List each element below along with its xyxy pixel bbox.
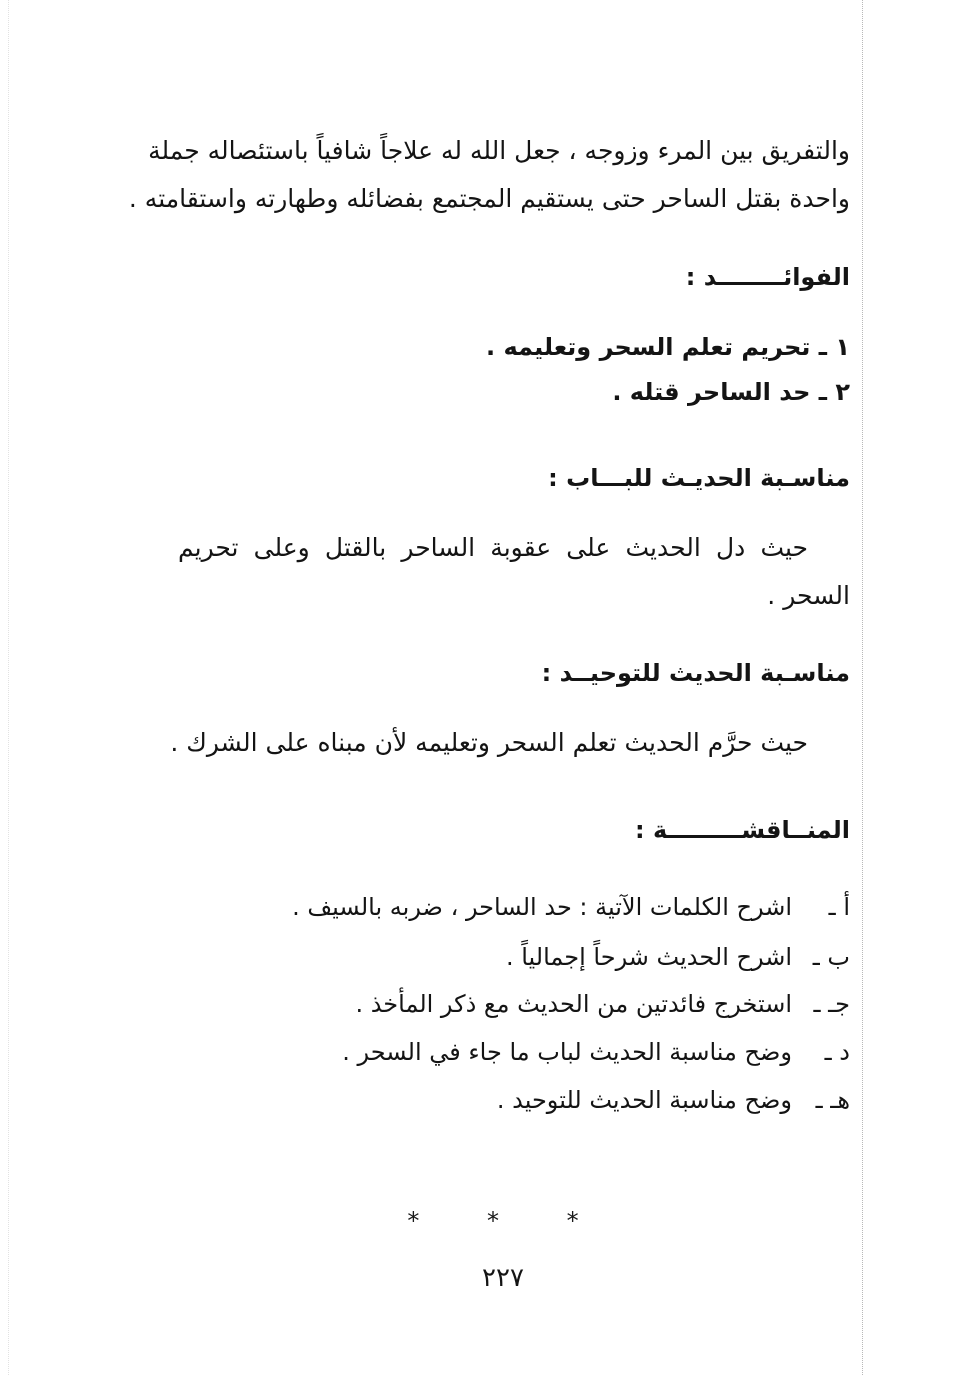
chapter-relevance-line-1: حيث دل الحديث على عقوبة الساحر بالقتل وعلى تحريم (178, 533, 808, 562)
discussion-item-letter: جـ ـ (813, 990, 850, 1018)
chapter-relevance-heading: مناسـبة الحديـث للبـــاب : (548, 464, 850, 492)
benefit-item-1: ١ ـ تحريم تعلم السحر وتعليمه . (486, 333, 850, 361)
benefits-heading: الفوائــــــــد : (685, 263, 850, 291)
page-number: ٢٢٧ (482, 1263, 524, 1293)
chapter-relevance-line-2: السحر . (767, 581, 850, 610)
intro-line-2: واحدة بقتل الساحر حتى يستقيم المجتمع بفضائله وطهارته واستقامته . (128, 184, 850, 213)
discussion-item-text: اشرح الحديث شرحاً إجمالياً . (505, 943, 792, 971)
discussion-heading: المنــاقشـــــــــة : (634, 816, 850, 844)
discussion-item-text: استخرج فائدتين من الحديث مع ذكر المأخذ . (355, 990, 792, 1018)
section-separator: * * * (407, 1207, 609, 1235)
discussion-item-letter: أ ـ (828, 893, 850, 921)
intro-line-1: والتفريق بين المرء وزوجه ، جعل الله له علاجاً شافياً باستئصاله جملة (148, 136, 850, 165)
page-edge-left (8, 0, 9, 1375)
discussion-item-c (355, 992, 850, 1016)
discussion-item-letter: ب ـ (812, 943, 850, 971)
discussion-item-e (497, 1088, 850, 1112)
discussion-item-a (292, 895, 850, 919)
discussion-item-text: اشرح الكلمات الآتية : حد الساحر ، ضربه بالسيف . (292, 893, 792, 921)
discussion-item-d (342, 1040, 850, 1064)
discussion-item-letter: هـ ـ (815, 1086, 850, 1114)
tawhid-relevance-heading: مناسـبة الحديث للتوحيــد : (541, 659, 850, 687)
discussion-item-b (506, 945, 850, 969)
discussion-item-letter: د ـ (824, 1038, 850, 1066)
benefit-item-2: ٢ ـ حد الساحر قتله . (612, 378, 850, 406)
discussion-item-text: وضح مناسبة الحديث لباب ما جاء في السحر . (342, 1038, 792, 1066)
tawhid-relevance-line-1: حيث حرَّم الحديث تعلم السحر وتعليمه لأن مبناه على الشرك . (170, 728, 808, 757)
discussion-item-text: وضح مناسبة الحديث للتوحيد . (496, 1086, 792, 1114)
page-edge-right (862, 0, 863, 1375)
